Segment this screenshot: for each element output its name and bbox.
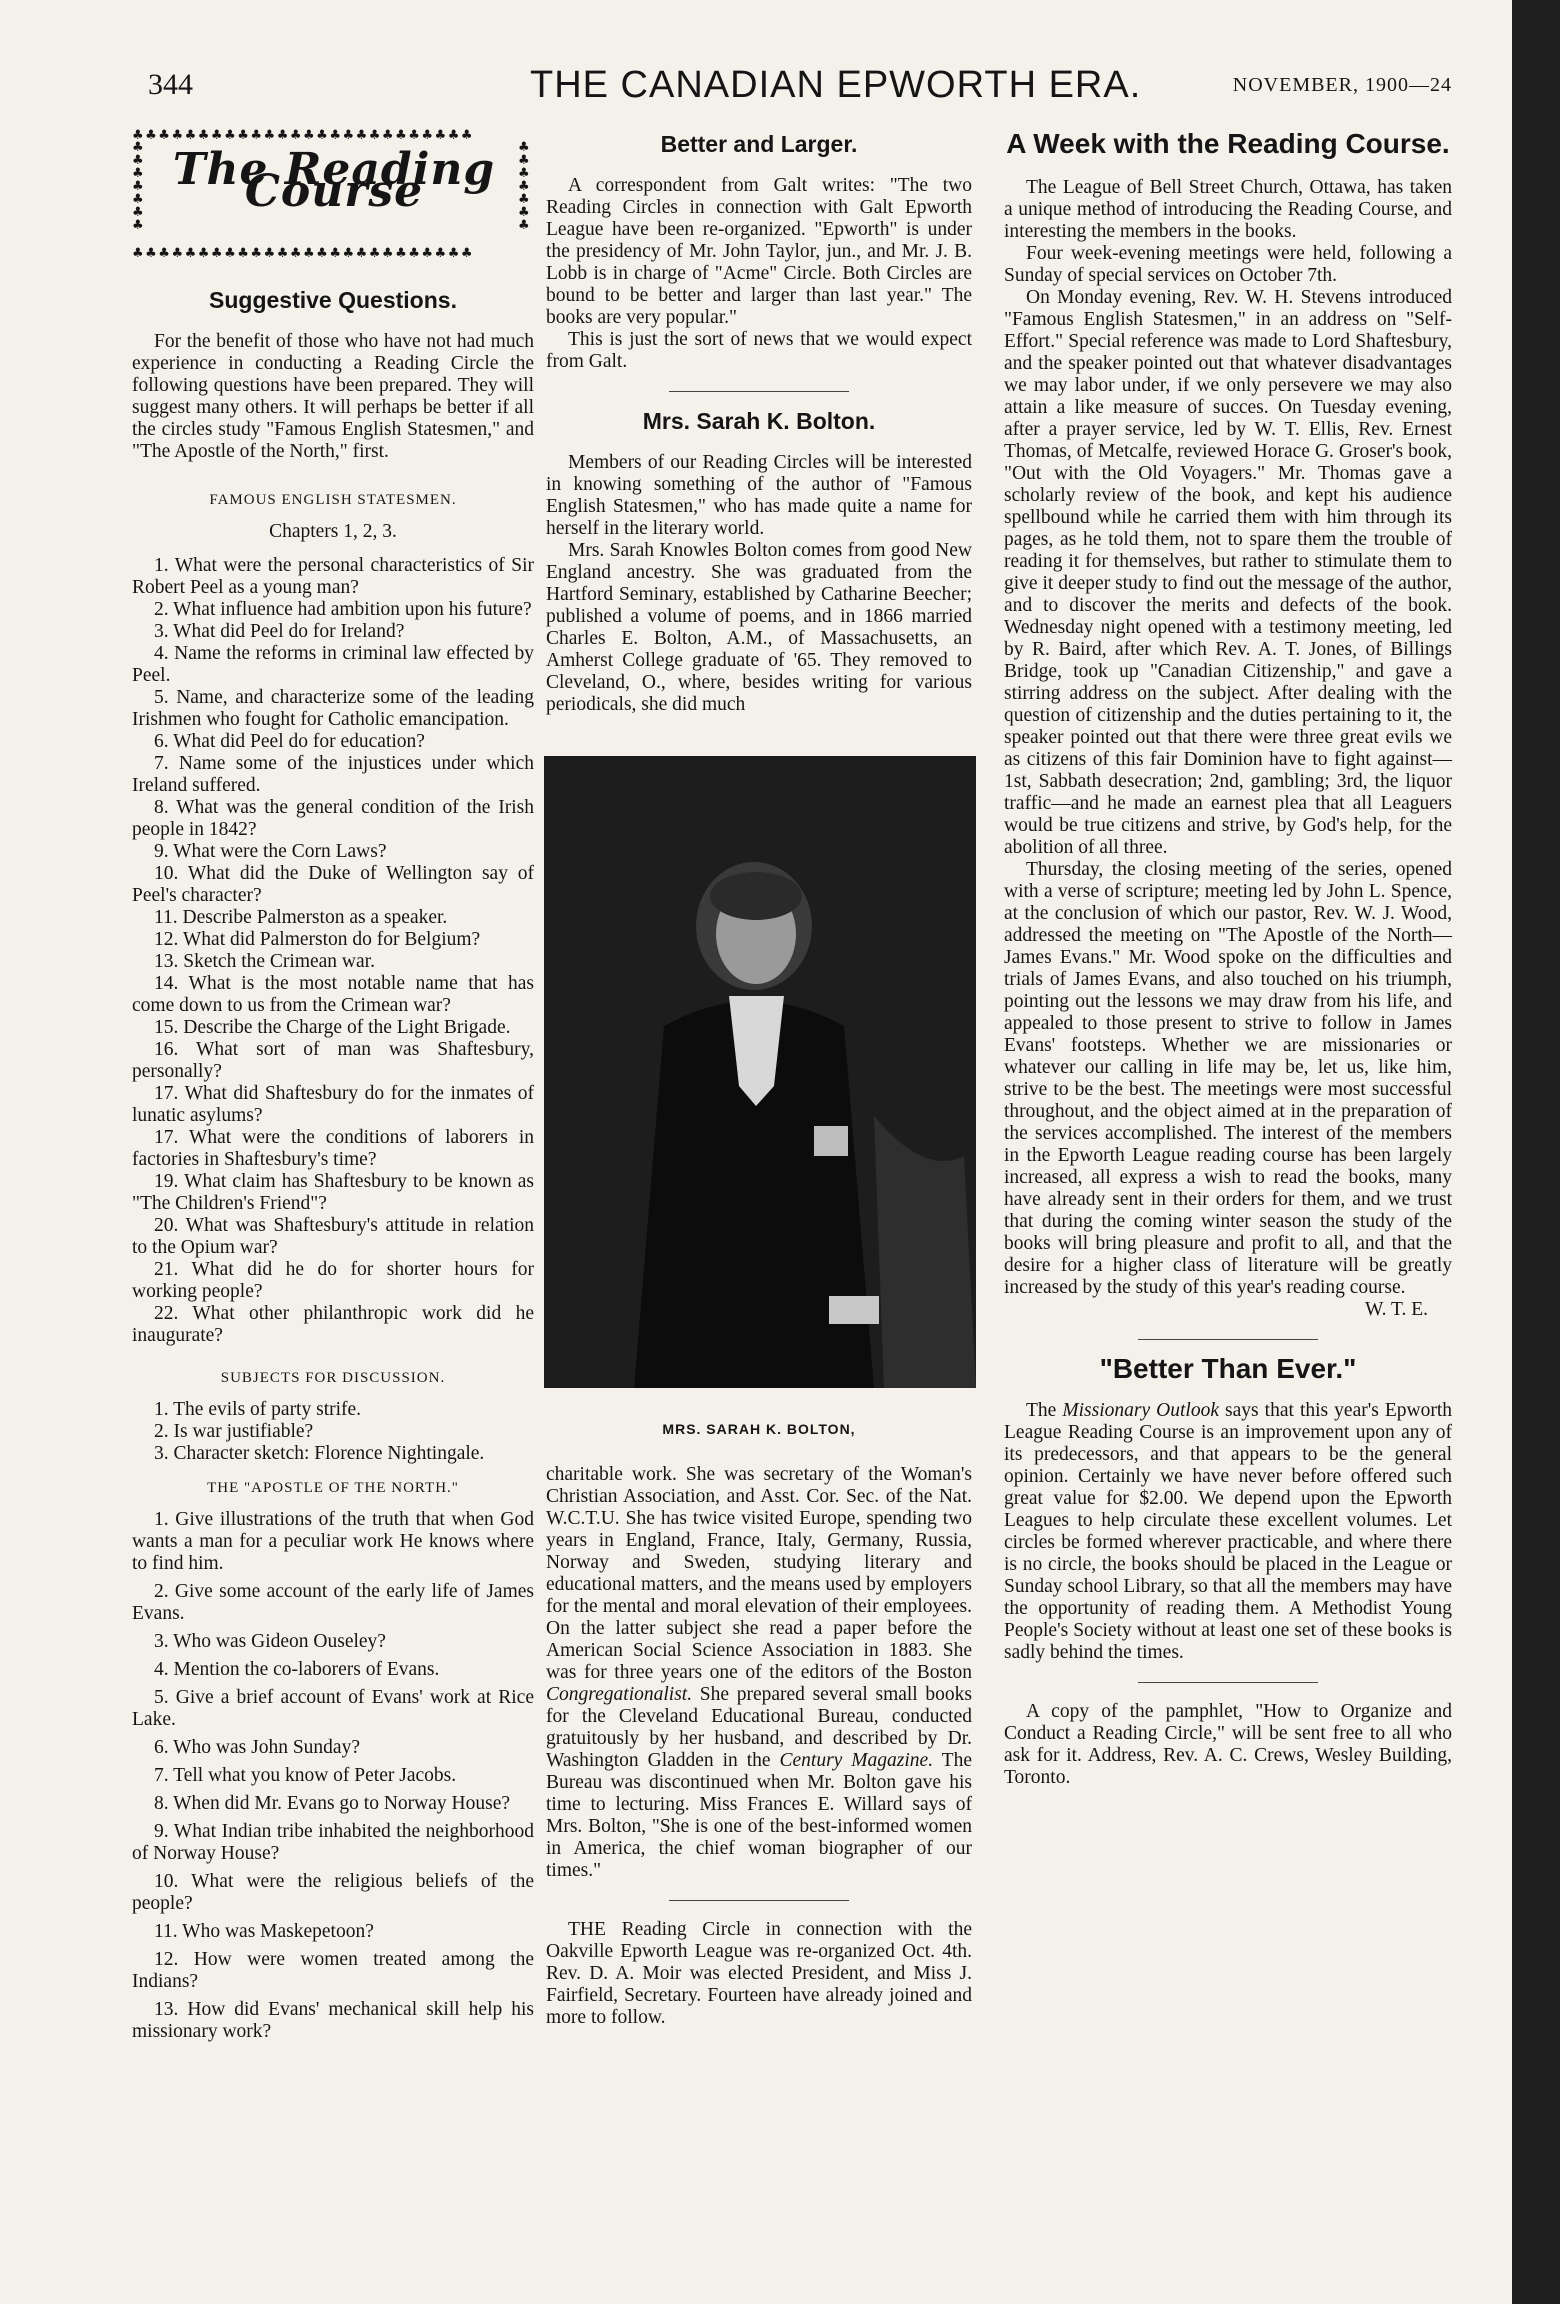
list-item: 3. Character sketch: Florence Nightingale. <box>154 1443 485 1464</box>
ottawa-paragraph: The League of Bell Street Church, Ottawa, has taken a unique method of introducing the Reading Course, and interesting the members in the books. <box>1004 177 1452 242</box>
list-item: 5. Give a brief account of Evans' work at Rice Lake. <box>132 1687 534 1730</box>
section-subjects-discussion: SUBJECTS FOR DISCUSSION. <box>220 1370 446 1386</box>
list-item: 11. Who was Maskepetoon? <box>154 1921 374 1942</box>
decorative-border-top: ♣♣♣♣♣♣♣♣♣♣♣♣♣♣♣♣♣♣♣♣♣♣♣♣♣♣ <box>132 128 475 143</box>
list-item: 22. What other philanthropic work did he inaugurate? <box>132 1303 534 1346</box>
list-item: 13. Sketch the Crimean war. <box>154 951 375 972</box>
question-list-apostle <box>132 1509 534 2043</box>
bolton-continued <box>546 1464 972 1882</box>
list-item: 20. What was Shaftesbury's attitude in relation to the Opium war? <box>132 1215 534 1258</box>
subject-list <box>132 1399 534 1465</box>
list-item: 1. Give illustrations of the truth that when God wants a man for a peculiar work He knows where to find him. <box>132 1509 534 1574</box>
heading-suggestive-questions: Suggestive Questions. <box>209 287 457 313</box>
list-item: 6. What did Peel do for education? <box>154 731 425 752</box>
outlook-paragraph <box>1004 1400 1452 1664</box>
congregationalist-title: Congregationalist. <box>546 1684 693 1705</box>
list-item: 4. Name the reforms in criminal law effected by Peel. <box>132 643 534 686</box>
page-spine <box>1512 0 1560 2304</box>
outlook-pre: The <box>1026 1400 1057 1421</box>
intro-paragraph: For the benefit of those who have not had much experience in conducting a Reading Circle the following questions have been prepared. They will suggest many others. It will perhaps be better if all the circles study "Famous English Statesmen," and "The Apostle of the North," first. <box>132 331 534 462</box>
column-1 <box>132 125 534 2043</box>
column-2 <box>546 125 972 2029</box>
list-item: 2. Is war justifiable? <box>154 1421 314 1442</box>
issue-date: NOVEMBER, 1900—24 <box>1232 74 1452 96</box>
signature: W. T. E. <box>1364 1299 1428 1320</box>
list-item: 13. How did Evans' mechanical skill help his missionary work? <box>132 1999 534 2042</box>
list-item: 21. What did he do for shorter hours for working people? <box>132 1259 534 1302</box>
pamphlet-paragraph: A copy of the pamphlet, "How to Organize and Conduct a Reading Circle," will be sent free to all who ask for it. Address, Rev. A. C. Crews, Wesley Building, Toronto. <box>1004 1701 1452 1788</box>
list-item: 4. Mention the co-laborers of Evans. <box>154 1659 440 1680</box>
list-item: 17. What were the conditions of laborers in factories in Shaftesbury's time? <box>132 1127 534 1170</box>
galt-comment: This is just the sort of news that we would expect from Galt. <box>546 329 972 372</box>
list-item: 15. Describe the Charge of the Light Brigade. <box>154 1017 511 1038</box>
divider <box>669 391 849 392</box>
galt-paragraph: A correspondent from Galt writes: "The two Reading Circles in connection with Galt Epworth League have been re-organized. "Epworth" is under the presidency of Mr. John Taylor, jun., and Mr. J. B. Lobb is in charge of "Acme" Circle. Both Circles are bound to be better and larger than last year." The books are very popular." <box>546 175 972 328</box>
list-item: 1. What were the personal characteristics of Sir Robert Peel as a young man? <box>132 555 534 598</box>
bolton-text-a: charitable work. She was secretary of the Woman's Christian Association, and Asst. Cor. Sec. of the Nat. W.C.T.U. She has twice visited Europe, spending two years in England, France, Italy, Germany, Russia, Norway and Sweden, studying literary and educational matters, and the means used by employers for the mental and moral elevation of their employees. On the latter subject she read a paper before the American Social Science Association in 1883. She was for three years one of the editors of the Boston <box>546 1464 972 1683</box>
divider <box>1138 1339 1318 1340</box>
list-item: 9. What were the Corn Laws? <box>154 841 387 862</box>
question-list-statesmen <box>132 555 534 1347</box>
column-3 <box>1004 125 1452 1789</box>
list-item: 17. What did Shaftesbury do for the inmates of lunatic asylums? <box>132 1083 534 1126</box>
list-item: 3. What did Peel do for Ireland? <box>154 621 405 642</box>
meetings-paragraph: Four week-evening meetings were held, following a Sunday of special services on October 7th. <box>1004 243 1452 286</box>
section-apostle-north: THE "APOSTLE OF THE NORTH." <box>207 1480 459 1496</box>
bolton-intro: Members of our Reading Circles will be interested in knowing something of the author of "Famous English Statesmen," who has made quite a name for herself in the literary world. <box>546 452 972 539</box>
reading-course-banner <box>132 125 532 265</box>
bolton-text-c: The Bureau was discontinued when Mr. Bolton gave his time to lecturing. Miss Frances E. Willard says of Mrs. Bolton, "She is one of the best-informed women in America, the chief woman biographer of our times." <box>546 1750 972 1881</box>
bolton-bio: Mrs. Sarah Knowles Bolton comes from good New England ancestry. She was graduated from the Hartford Seminary, established by Catharine Beecher; published a volume of poems, and in 1866 married Charles E. Bolton, A.M., of Massachusetts, an Amherst College graduate of '65. They removed to Cleveland, O., where, besides writing for various periodicals, she did much <box>546 540 972 715</box>
list-item: 7. Tell what you know of Peter Jacobs. <box>154 1765 457 1786</box>
list-item: 1. The evils of party strife. <box>154 1399 362 1420</box>
heading-week-reading-course: A Week with the Reading Course. <box>1006 128 1450 159</box>
list-item: 9. What Indian tribe inhabited the neighborhood of Norway House? <box>132 1821 534 1864</box>
list-item: 14. What is the most notable name that has come down to us from the Crimean war? <box>132 973 534 1016</box>
thursday-paragraph: Thursday, the closing meeting of the series, opened with a verse of scripture; meeting led by John L. Spence, at the conclusion of which our pastor, Rev. W. J. Wood, addressed the meeting on "The Apostle of the North—James Evans." Mr. Wood spoke on the difficulties and trials of James Evans, and also touched on his triumph, pointing out the lessons we may draw from his life, and appealed to those present to strive to follow in James Evans' footsteps. Whether we are missionaries or whatever our calling in life may be, let us, like him, strive to be the best. The meetings were most successful throughout, and the object aimed at in the preparation of the services accomplished. The interest of the members in the Epworth League reading course has been largely increased, all express a wish to read the books, many have already sent in their orders for them, and we trust that during the coming winter season the study of the books will bring pleasure and profit to all, and that the desire for a higher class of literature will be greatly increased by the study of this year's reading course. <box>1004 859 1452 1298</box>
page-header <box>140 64 1452 114</box>
portrait-photo <box>544 756 976 1388</box>
list-item: 11. Describe Palmerston as a speaker. <box>154 907 448 928</box>
list-item: 8. When did Mr. Evans go to Norway House? <box>154 1793 510 1814</box>
list-item: 19. What claim has Shaftesbury to be known as "The Children's Friend"? <box>132 1171 534 1214</box>
oakville-paragraph: THE Reading Circle in connection with the Oakville Epworth League was re-organized Oct. 4th. Rev. D. A. Moir was elected President, and Miss J. Fairfield, Secretary. Fourteen have already joined and more to follow. <box>546 1919 972 2028</box>
list-item: 8. What was the general condition of the Irish people in 1842? <box>132 797 534 840</box>
reading-course-title: The Reading Course <box>172 144 496 217</box>
portrait-caption: MRS. SARAH K. BOLTON, <box>662 1421 856 1437</box>
list-item: 16. What sort of man was Shaftesbury, personally? <box>132 1039 534 1082</box>
heading-bolton: Mrs. Sarah K. Bolton. <box>642 408 876 434</box>
divider <box>669 1900 849 1901</box>
missionary-outlook-title: Missionary Outlook <box>1062 1400 1219 1421</box>
decorative-border-left: ♣ ♣ ♣ ♣ ♣ ♣ ♣ <box>132 140 144 233</box>
list-item: 2. Give some account of the early life of James Evans. <box>132 1581 534 1624</box>
list-item: 3. Who was Gideon Ouseley? <box>154 1631 386 1652</box>
monday-paragraph: On Monday evening, Rev. W. H. Stevens introduced "Famous English Statesmen," in an address on "Self-Effort." Special reference was made to Lord Shaftesbury, and the speaker pointed out that whatever disadvantages we may labor under, if we only persevere we may also attain a like measure of succes. On Tuesday evening, after a prayer service, led by W. T. Ellis, Rev. Ernest Thomas, of Metcalfe, reviewed Horace G. Groser's book, "Out with the Old Voyagers." Mr. Thomas gave a scholarly review of the book, and kept his audience spellbound while he carried them with him through its pages, as he told them, not to spare them the trouble of reading it for themselves, but rather to stimulate them to give it deeper study to find out the message of the author, and to discover the merits and defects of the book. Wednesday night opened with a testimony meeting, led by R. Baird, after which Rev. A. T. Jones, of Billings Bridge, took up "Canadian Citizenship," and gave a stirring address on the subject. After dealing with the question of citizenship and the duties pertaining to it, the speaker pointed out that there were three great evils we as citizens of this fair Dominion have to fight against—1st, Sabbath desecration; 2nd, gambling; 3rd, the liquor traffic—and he made an earnest plea that all Leaguers would be true citizens and strive, by God's help, for the abolition of all three. <box>1004 287 1452 858</box>
list-item: 6. Who was John Sunday? <box>154 1737 360 1758</box>
heading-better-than-ever: "Better Than Ever." <box>1099 1353 1357 1384</box>
bolton-text-b: She prepared several small books for the Cleveland Educational Bureau, conducted gratuitously by her husband, and described by Dr. Washington Gladden in the <box>546 1684 972 1771</box>
list-item: 12. What did Palmerston do for Belgium? <box>154 929 481 950</box>
decorative-border-bottom: ♣♣♣♣♣♣♣♣♣♣♣♣♣♣♣♣♣♣♣♣♣♣♣♣♣♣ <box>132 246 475 261</box>
century-magazine-title: Century Magazine. <box>779 1750 934 1771</box>
list-item: 12. How were women treated among the Indians? <box>132 1949 534 1992</box>
list-item: 10. What were the religious beliefs of the people? <box>132 1871 534 1914</box>
decorative-border-right: ♣ ♣ ♣ ♣ ♣ ♣ ♣ <box>518 140 530 233</box>
list-item: 5. Name, and characterize some of the leading Irishmen who fought for Catholic emancipation. <box>132 687 534 730</box>
chapters-label: Chapters 1, 2, 3. <box>269 521 397 542</box>
section-famous-statesmen: FAMOUS ENGLISH STATESMEN. <box>209 492 457 508</box>
list-item: 2. What influence had ambition upon his future? <box>154 599 532 620</box>
heading-better-larger: Better and Larger. <box>660 131 858 157</box>
page-number: 344 <box>148 68 193 101</box>
masthead: THE CANADIAN EPWORTH ERA. <box>530 64 1142 106</box>
outlook-post: says that this year's Epworth League Reading Course is an improvement upon any of its predecessors, and that appears to be the general opinion. Certainly we have never before offered such great value for $2.00. We depend upon the Epworth Leagues to help circulate these excellent volumes. Let circles be formed wherever practicable, and where there is no circle, the books should be placed in the League or Sunday school Library, so that all the members may have the opportunity of reading them. A Methodist Young People's Society without at least one set of these books is sadly behind the times. <box>1004 1400 1453 1663</box>
list-item: 7. Name some of the injustices under which Ireland suffered. <box>132 753 534 796</box>
divider <box>1138 1682 1318 1683</box>
list-item: 10. What did the Duke of Wellington say of Peel's character? <box>132 863 534 906</box>
